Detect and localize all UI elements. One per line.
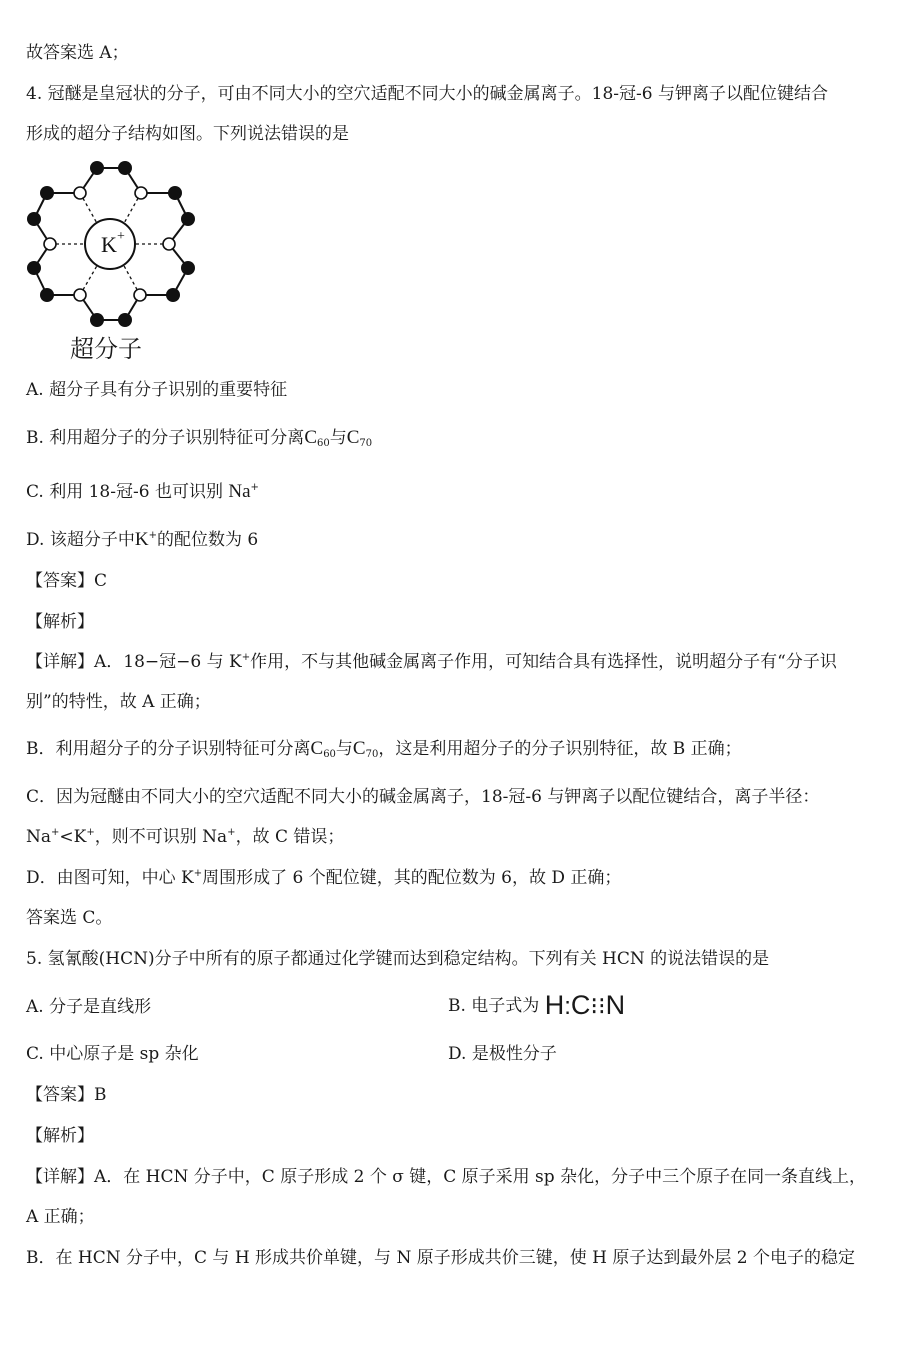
q4-detail-line4: C．因为冠醚由不同大小的空穴适配不同大小的碱金属离子，18-冠-6 与钾离子以配位键结合，离子半径： [26,787,820,807]
q5-stem: 5. 氢氰酸(HCN)分子中所有的原子都通过化学键而达到稳定结构。下列有关 HCN 的说法错误的是 [26,949,770,969]
previous-answer-line: 故答案选 A； [26,43,129,63]
q5-analysis-heading: 【解析】 [26,1126,94,1146]
q4-detail-line3: B．利用超分子的分子识别特征可分离$C_{60}$与$C_{70}$，这是利用超分子的分子识别特征，故 B 正确； [26,738,742,760]
q5-detail-line2: A 正确； [26,1207,95,1227]
q4-detail-line2: 别”的特性，故 A 正确； [26,692,211,712]
q4-option-c: C. 利用 18-冠-6 也可识别 Na+ [26,481,259,502]
diagram-center-ion: K [101,232,117,257]
q4-answer: 【答案】C [26,571,108,591]
q4-stem-line1: 4. 冠醚是皇冠状的分子，可由不同大小的空穴适配不同大小的碱金属离子。18-冠-6 与钾离子以配位键结合 [26,84,828,104]
q4-detail-line6: D．由图可知，中心 K+周围形成了 6 个配位键，其的配位数为 6，故 D 正确； [26,868,622,888]
q4-stem-line2: 形成的超分子结构如图。下列说法错误的是 [26,124,349,144]
q5-answer: 【答案】B [26,1085,107,1105]
q4-option-b: B. 利用超分子的分子识别特征可分离$C_{60}$与$C_{70}$ [26,427,373,449]
q5-option-a: A. 分子是直线形 [26,997,152,1017]
q4-option-d: D. 该超分子中K+的配位数为 6 [26,529,259,550]
diagram-caption: 超分子 [70,335,142,363]
q5-option-c: C. 中心原子是 sp 杂化 [26,1044,199,1064]
q4-detail-line5: Na+<K+，则不可识别 Na+，故 C 错误； [26,827,345,847]
diagram-center-charge: + [117,229,125,244]
q5-option-d: D. 是极性分子 [448,1044,557,1064]
q4-option-a: A. 超分子具有分子识别的重要特征 [26,380,288,400]
q4-detail-line7: 答案选 C。 [26,908,113,928]
hcn-electron-formula: H:C⁝⁝N [544,990,626,1020]
q5-option-b: B. 电子式为 H:C⁝⁝N [448,990,626,1020]
q5-detail-line3: B．在 HCN 分子中，C 与 H 形成共价单键，与 N 原子形成共价三键，使 H 原子达到最外层 2 个电子的稳定 [26,1248,855,1268]
q4-analysis-heading: 【解析】 [26,612,94,632]
q5-detail-line1: 【详解】A．在 HCN 分子中，C 原子形成 2 个 σ 键，C 原子采用 sp 杂化，分子中三个原子在同一条直线上， [26,1167,867,1187]
q4-detail-line1: 【详解】A．18−冠−6 与 K+作用，不与其他碱金属离子作用，可知结合具有选择性，说明超分子有“分子识 [26,652,837,672]
